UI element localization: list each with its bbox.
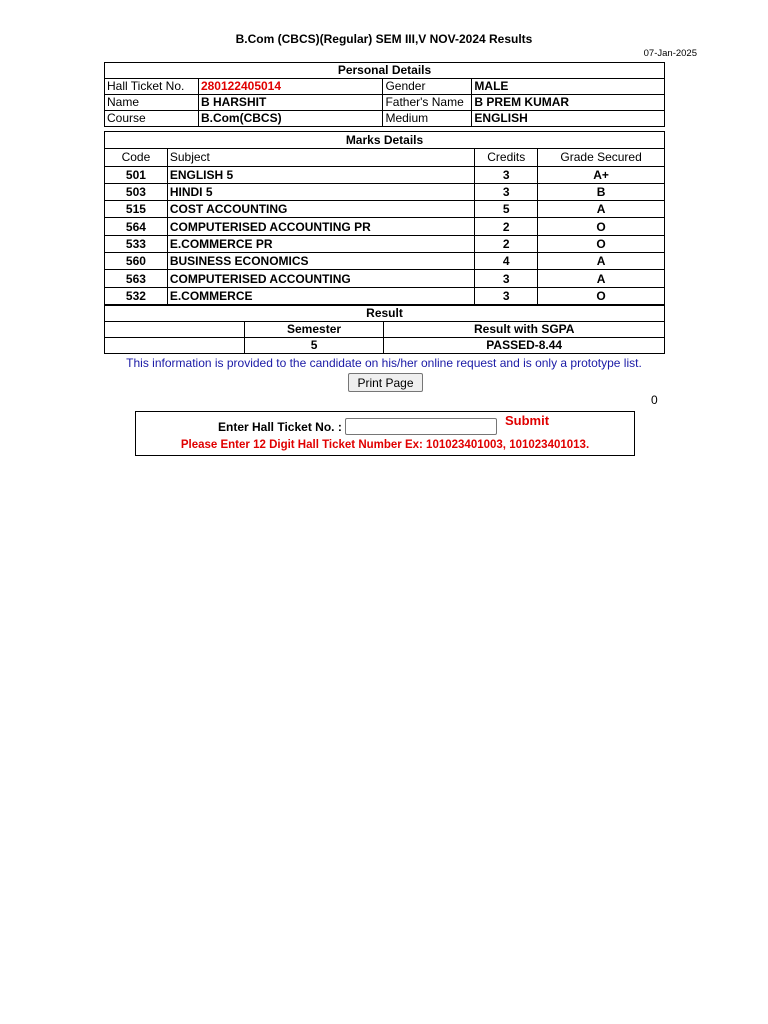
gender-value: MALE [472, 79, 665, 95]
subject-code: 515 [105, 201, 168, 218]
subject-name: ENGLISH 5 [167, 166, 474, 183]
subject-grade: A [538, 253, 665, 270]
marks-details-table [104, 131, 665, 305]
table-row [105, 201, 665, 218]
subject-name: HINDI 5 [167, 183, 474, 200]
table-row [105, 270, 665, 287]
subject-grade: B [538, 183, 665, 200]
column-header-grade: Grade Secured [538, 149, 665, 166]
medium-value: ENGLISH [472, 111, 665, 127]
subject-code: 563 [105, 270, 168, 287]
subject-credits: 5 [475, 201, 538, 218]
submit-button[interactable]: Submit [505, 413, 550, 428]
disclaimer-note: This information is provided to the candidate on his/her online request and is only a prototype list. [126, 356, 642, 370]
name-label: Name [105, 95, 199, 111]
subject-code: 564 [105, 218, 168, 235]
subject-credits: 3 [475, 287, 538, 304]
subject-code: 560 [105, 253, 168, 270]
personal-details-table [104, 62, 665, 127]
marks-details-header: Marks Details [105, 132, 665, 149]
result-empty-cell [105, 322, 245, 338]
subject-name: COST ACCOUNTING [167, 201, 474, 218]
subject-name: E.COMMERCE PR [167, 235, 474, 252]
subject-grade: A [538, 270, 665, 287]
table-row [105, 235, 665, 252]
subject-credits: 2 [475, 235, 538, 252]
father-name-label: Father's Name [383, 95, 472, 111]
gender-label: Gender [383, 79, 472, 95]
table-row [105, 218, 665, 235]
subject-grade: O [538, 218, 665, 235]
subject-credits: 4 [475, 253, 538, 270]
result-date: 07-Jan-2025 [643, 48, 697, 59]
page-title: B.Com (CBCS)(Regular) SEM III,V NOV-2024 Results [235, 32, 533, 46]
name-value: B HARSHIT [198, 95, 383, 111]
father-name-value: B PREM KUMAR [472, 95, 665, 111]
subject-name: BUSINESS ECONOMICS [167, 253, 474, 270]
subject-grade: O [538, 235, 665, 252]
subject-code: 533 [105, 235, 168, 252]
medium-label: Medium [383, 111, 472, 127]
table-row [105, 253, 665, 270]
hall-ticket-input-label: Enter Hall Ticket No. : [218, 420, 342, 434]
subject-grade: O [538, 287, 665, 304]
result-header: Result [105, 306, 665, 322]
result-empty-cell [105, 338, 245, 354]
semester-label: Semester [244, 322, 384, 338]
hall-ticket-value: 280122405014 [198, 79, 383, 95]
sgpa-label: Result with SGPA [384, 322, 665, 338]
table-row [105, 183, 665, 200]
column-header-credits: Credits [475, 149, 538, 166]
hall-ticket-form [135, 411, 635, 456]
hall-ticket-label: Hall Ticket No. [105, 79, 199, 95]
sgpa-value: PASSED-8.44 [384, 338, 665, 354]
visitor-counter: 0 [651, 393, 658, 407]
subject-credits: 3 [475, 166, 538, 183]
hall-ticket-input[interactable] [345, 418, 497, 435]
print-page-button[interactable]: Print Page [348, 373, 423, 392]
subject-grade: A+ [538, 166, 665, 183]
table-row [105, 166, 665, 183]
subject-credits: 3 [475, 183, 538, 200]
subject-credits: 2 [475, 218, 538, 235]
subject-code: 501 [105, 166, 168, 183]
hall-ticket-hint: Please Enter 12 Digit Hall Ticket Number Ex: 101023401003, 101023401013. [180, 439, 590, 451]
column-header-code: Code [105, 149, 168, 166]
table-row [105, 287, 665, 304]
subject-name: COMPUTERISED ACCOUNTING [167, 270, 474, 287]
subject-code: 503 [105, 183, 168, 200]
course-value: B.Com(CBCS) [198, 111, 383, 127]
result-table [104, 305, 665, 354]
column-header-subject: Subject [167, 149, 474, 166]
semester-value: 5 [244, 338, 384, 354]
subject-name: COMPUTERISED ACCOUNTING PR [167, 218, 474, 235]
subject-credits: 3 [475, 270, 538, 287]
course-label: Course [105, 111, 199, 127]
personal-details-header: Personal Details [105, 63, 665, 79]
subject-code: 532 [105, 287, 168, 304]
subject-name: E.COMMERCE [167, 287, 474, 304]
subject-grade: A [538, 201, 665, 218]
